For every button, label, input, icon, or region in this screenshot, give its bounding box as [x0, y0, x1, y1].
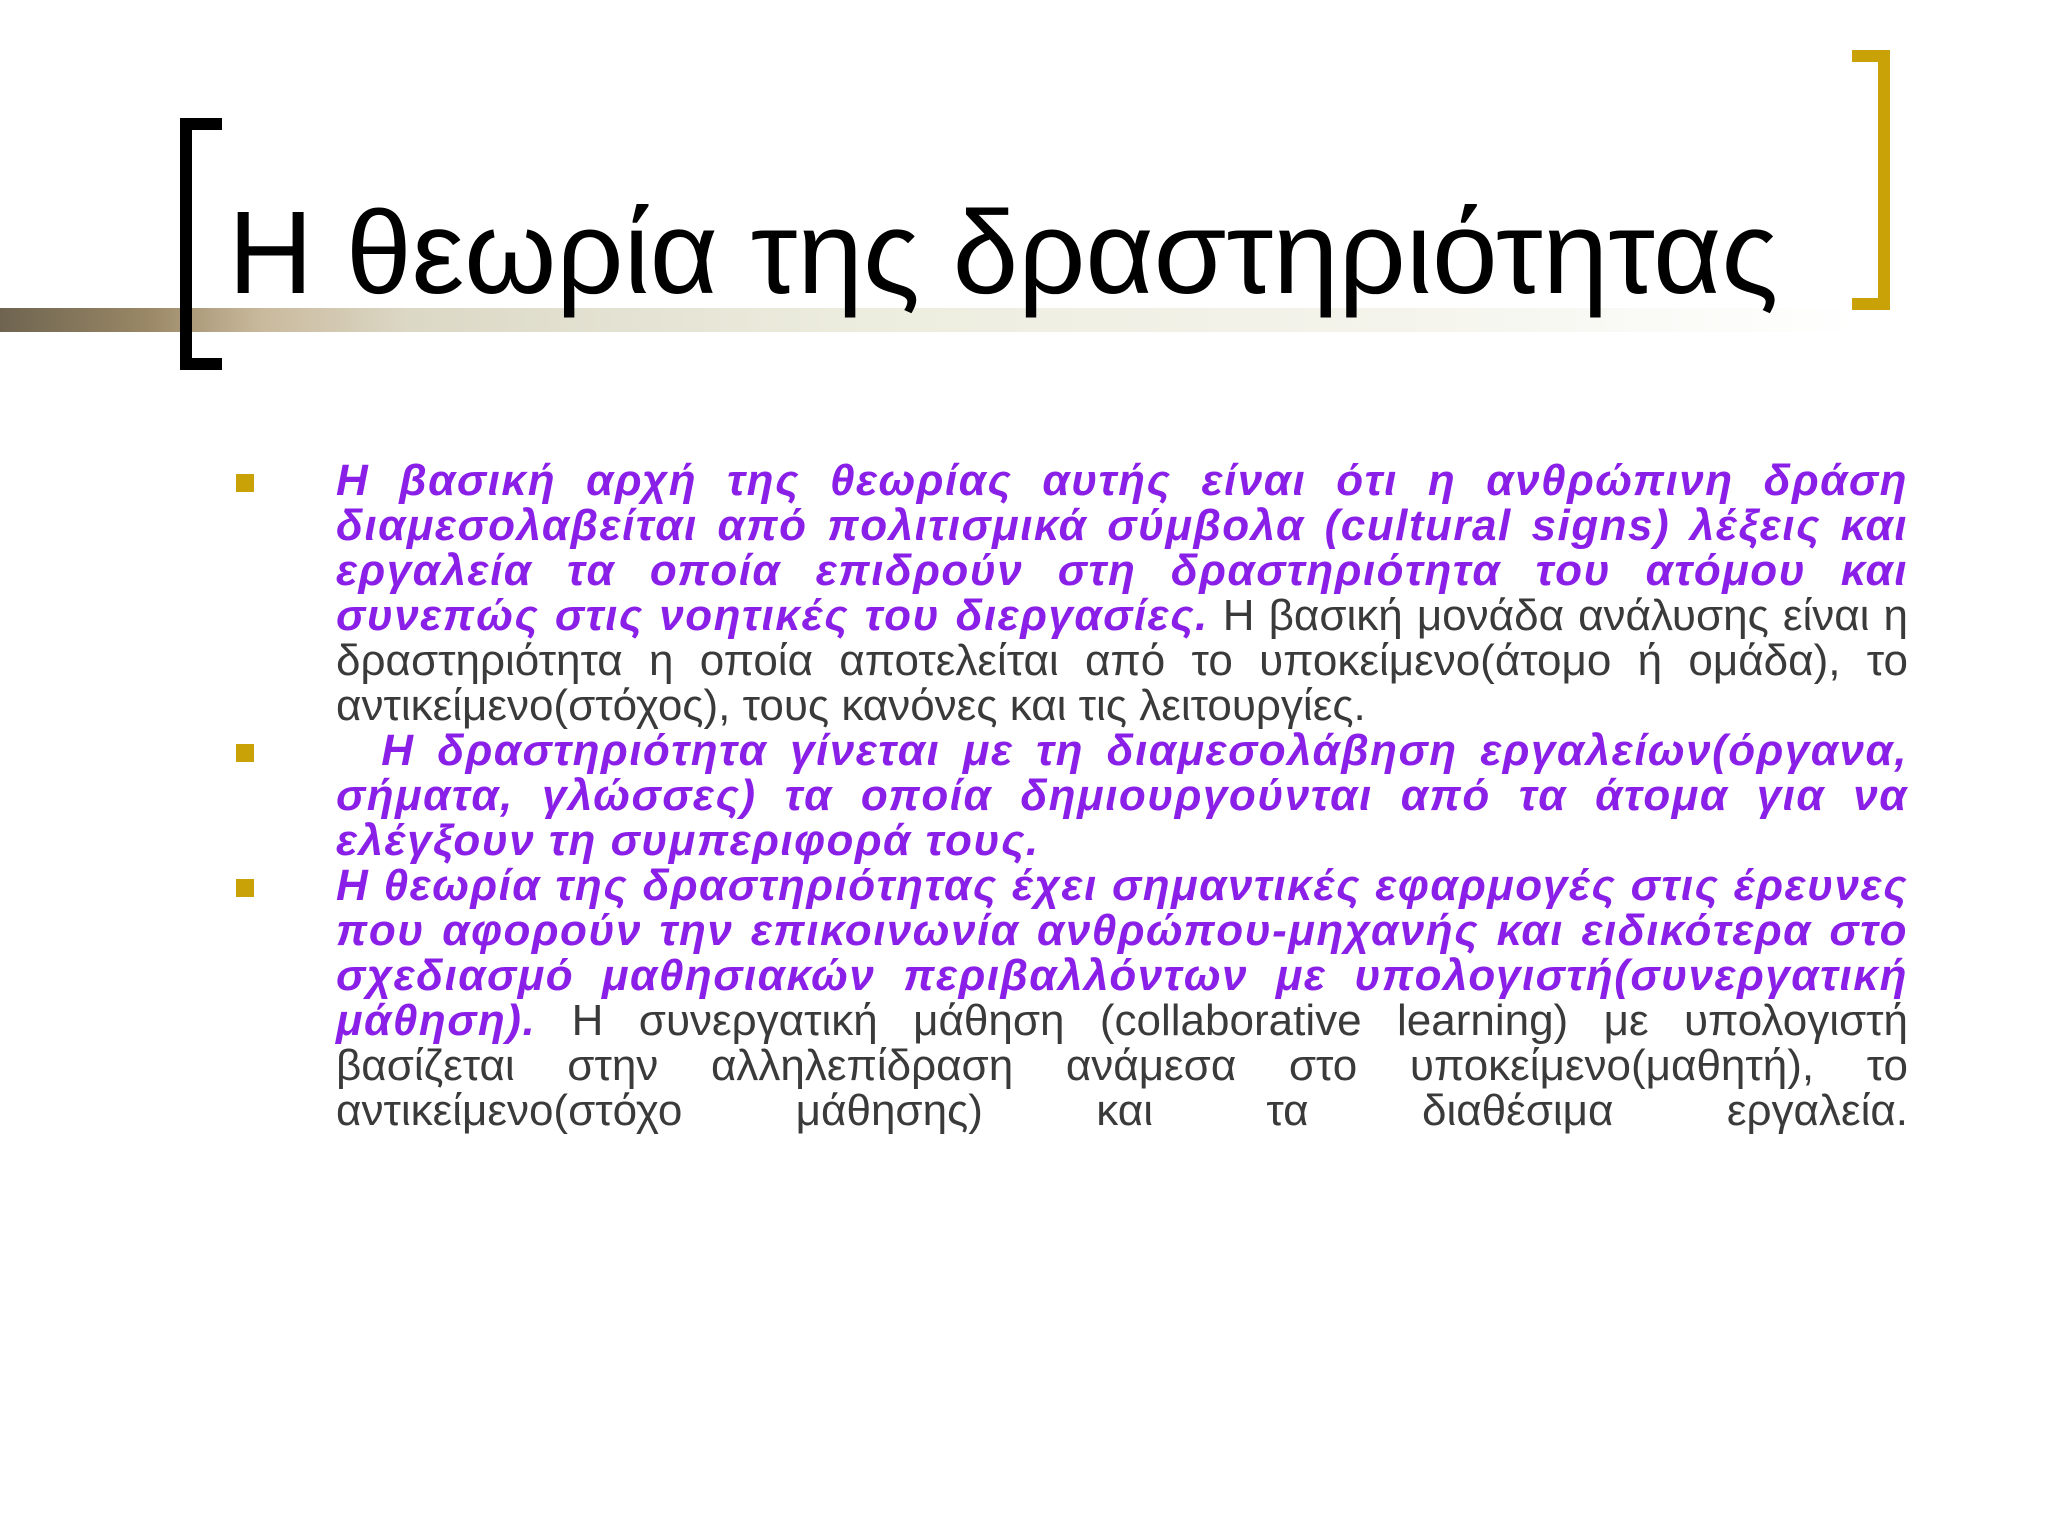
emphasis-text: Η δραστηριότητα γίνεται με τη διαμεσολάβηση εργαλείων(όργανα, σήματα, γλώσσες) τα οποία δημιουργούνται από τα άτομα για να ελέγξουν τη συμπεριφορά τους.: [336, 726, 1922, 865]
square-bullet-icon: [236, 744, 254, 762]
right-bracket-decoration: [1852, 50, 1890, 310]
bullet-item: [236, 458, 1908, 728]
bullet-item: [236, 863, 1908, 1133]
emphasis-text: Η βασική αρχή της θεωρίας αυτής είναι ότι η ανθρώπινη δράση διαμεσολαβείται από πολιτισμικά σύμβολα (cultural signs) λέξεις και εργαλεία τα οποία επιδρούν στη δραστηριότητα του ατόμου και συνεπώς στις νοητικές του διεργασίες.: [336, 456, 1908, 640]
square-bullet-icon: [236, 474, 254, 492]
square-bullet-icon: [236, 879, 254, 897]
emphasis-text: Η θεωρία της δραστηριότητας έχει σημαντικές εφαρμογές στις έρευνες που αφορούν την επικοινωνία ανθρώπου-μηχανής και ειδικότερα στο σχεδιασμό μαθησιακών περιβαλλόντων με υπολογιστή(συνεργατική μάθηση).: [336, 861, 1908, 1045]
bullet-paragraph: [336, 458, 1908, 728]
left-bracket-decoration: [180, 118, 222, 370]
slide-title: Η θεωρία της δραστηριότητας: [228, 187, 1779, 319]
bullet-item: [236, 726, 1922, 865]
body-text: Η βασική μονάδα ανάλυσης είναι η δραστηριότητα η οποία αποτελείται από το υποκείμενο(άτομο ή ομάδα), το αντικείμενο(στόχος), τους κανόνες και τις λειτουργίες.: [336, 591, 1908, 730]
bullet-list: [236, 456, 1922, 1135]
bullet-paragraph: [336, 863, 1908, 1133]
bullet-paragraph: [336, 726, 1922, 865]
body-text: Η συνεργατική μάθηση (collaborative learning) με υπολογιστή βασίζεται στην αλληλεπίδραση ανάμεσα στο υποκείμενο(μαθητή), το αντικείμενο(στόχο μάθησης) και τα διαθέσιμα εργαλεία.: [336, 996, 1908, 1135]
